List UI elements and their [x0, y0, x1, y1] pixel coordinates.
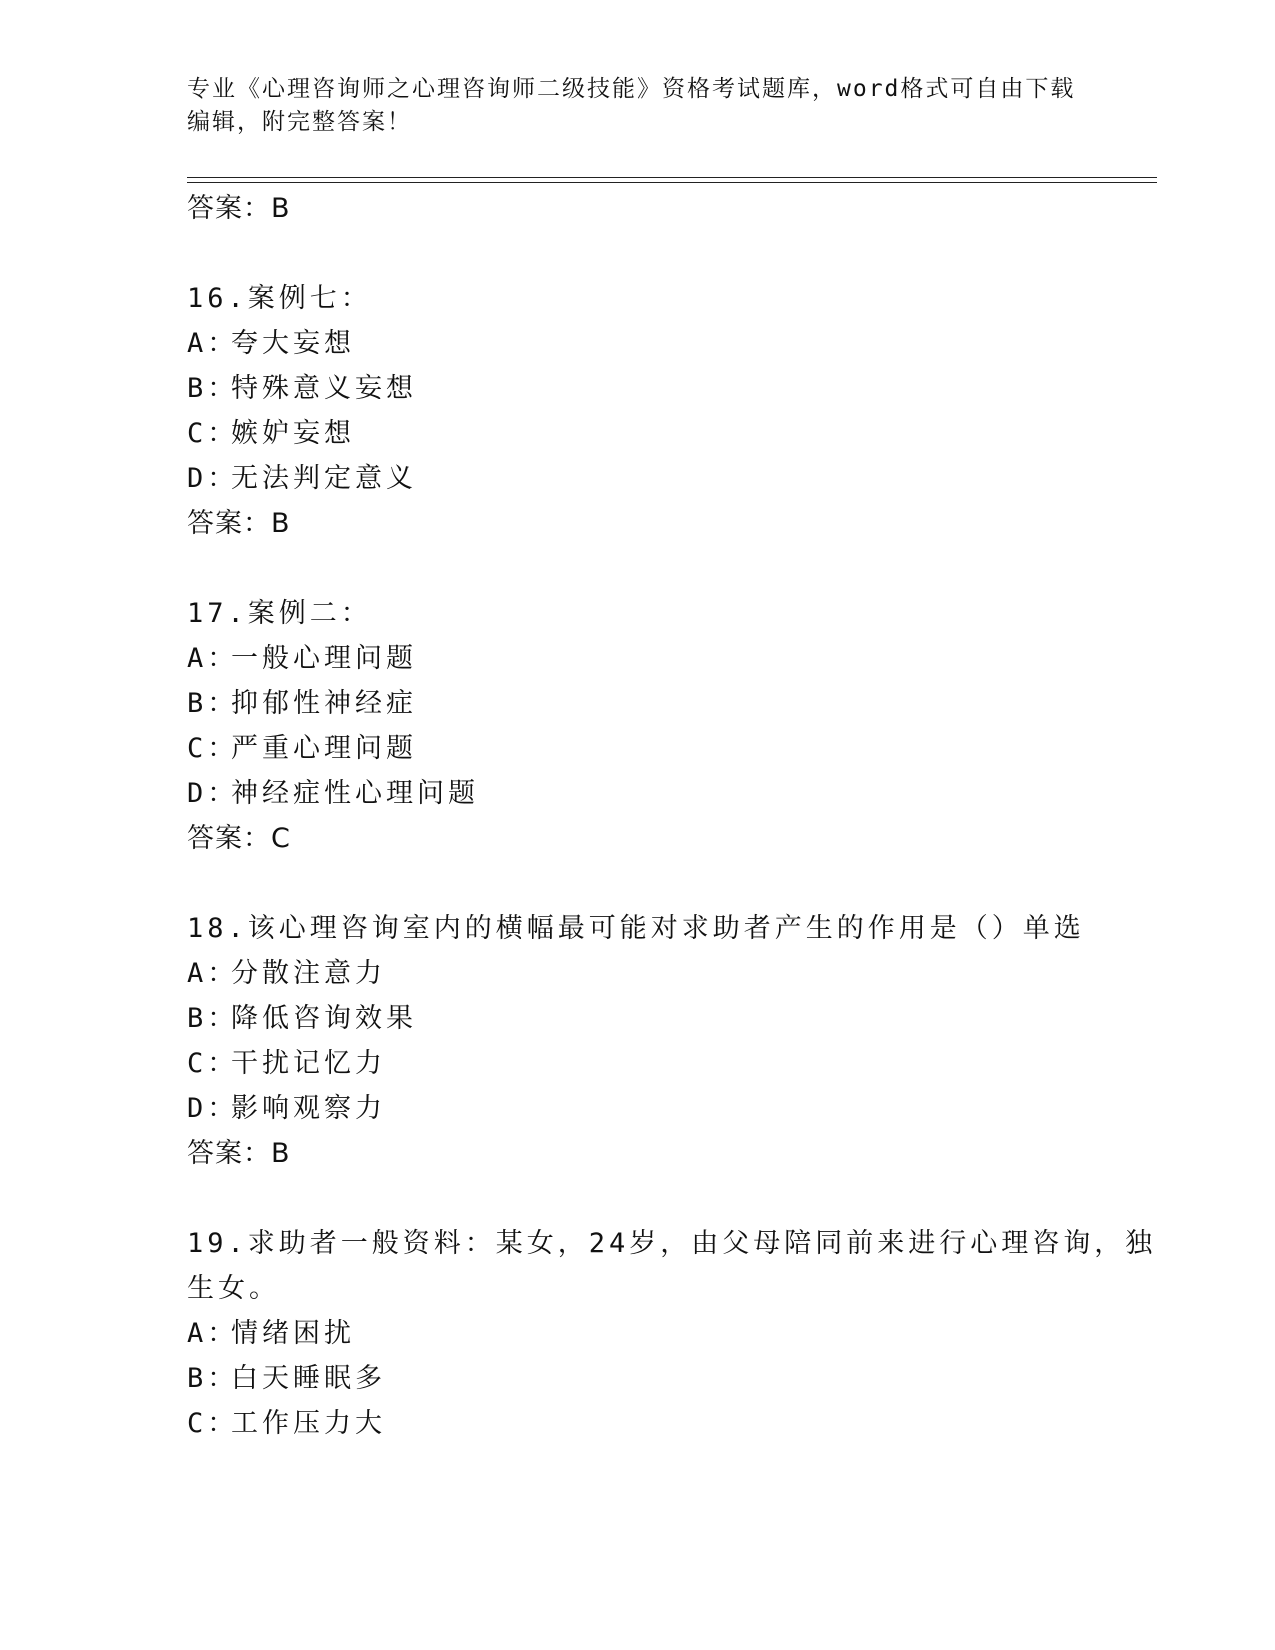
option-key: A：: [187, 958, 239, 989]
question-stem: 17.案例二：: [187, 598, 372, 629]
answer-line: 答案：B: [187, 193, 291, 224]
option-text: 影响观察力: [231, 1093, 386, 1124]
option-a: [187, 951, 1087, 996]
option-key: A：: [187, 328, 239, 359]
option-key: B：: [187, 1003, 239, 1034]
option-c: [187, 411, 1087, 456]
option-text: 干扰记忆力: [231, 1048, 386, 1079]
header-divider-bottom: [187, 182, 1157, 183]
option-b: [187, 1356, 1087, 1401]
question-stem-line-2: 生女。: [187, 1273, 280, 1304]
previous-answer-block: [187, 186, 1087, 231]
option-d: [187, 771, 1087, 816]
option-key: B：: [187, 1363, 239, 1394]
option-text: 无法判定意义: [231, 463, 417, 494]
option-key: C：: [187, 418, 239, 449]
answer-line: 答案：B: [187, 1138, 291, 1169]
question-stem: 16.案例七：: [187, 283, 372, 314]
option-key: D：: [187, 1093, 239, 1124]
header-divider-top: [187, 177, 1157, 178]
question-16: [187, 276, 1087, 546]
option-a: [187, 636, 1087, 681]
option-text: 嫉妒妄想: [231, 418, 355, 449]
option-key: C：: [187, 733, 239, 764]
option-text: 夸大妄想: [231, 328, 355, 359]
question-18: [187, 906, 1087, 1176]
question-19: [187, 1221, 1157, 1446]
answer-line: 答案：C: [187, 823, 291, 854]
option-text: 情绪困扰: [231, 1318, 355, 1349]
option-key: B：: [187, 688, 239, 719]
option-text: 分散注意力: [231, 958, 386, 989]
option-key: D：: [187, 463, 239, 494]
option-c: [187, 1041, 1087, 1086]
option-key: A：: [187, 643, 239, 674]
option-key: A：: [187, 1318, 239, 1349]
option-key: C：: [187, 1048, 239, 1079]
header-line-2: 编辑，附完整答案！: [187, 109, 412, 135]
option-b: [187, 366, 1087, 411]
option-b: [187, 681, 1087, 726]
question-stem-line-1: 19.求助者一般资料：某女，24岁，由父母陪同前来进行心理咨询，独: [187, 1228, 1157, 1259]
option-text: 工作压力大: [231, 1408, 386, 1439]
option-text: 神经症性心理问题: [231, 778, 479, 809]
option-text: 特殊意义妄想: [231, 373, 417, 404]
option-d: [187, 1086, 1087, 1131]
option-key: D：: [187, 778, 239, 809]
option-c: [187, 1401, 1087, 1446]
option-key: B：: [187, 373, 239, 404]
option-c: [187, 726, 1087, 771]
option-text: 严重心理问题: [231, 733, 417, 764]
option-b: [187, 996, 1087, 1041]
option-text: 降低咨询效果: [231, 1003, 417, 1034]
option-text: 一般心理问题: [231, 643, 417, 674]
answer-line: 答案：B: [187, 508, 291, 539]
option-a: [187, 321, 1087, 366]
option-key: C：: [187, 1408, 239, 1439]
option-text: 抑郁性神经症: [231, 688, 417, 719]
header-line-1: 专业《心理咨询师之心理咨询师二级技能》资格考试题库，word格式可自由下载: [187, 76, 1076, 102]
option-d: [187, 456, 1087, 501]
question-stem: 18.该心理咨询室内的横幅最可能对求助者产生的作用是（）单选: [187, 913, 1085, 944]
question-17: [187, 591, 1087, 861]
option-a: [187, 1311, 1087, 1356]
option-text: 白天睡眠多: [231, 1363, 386, 1394]
document-header: [187, 73, 1087, 139]
